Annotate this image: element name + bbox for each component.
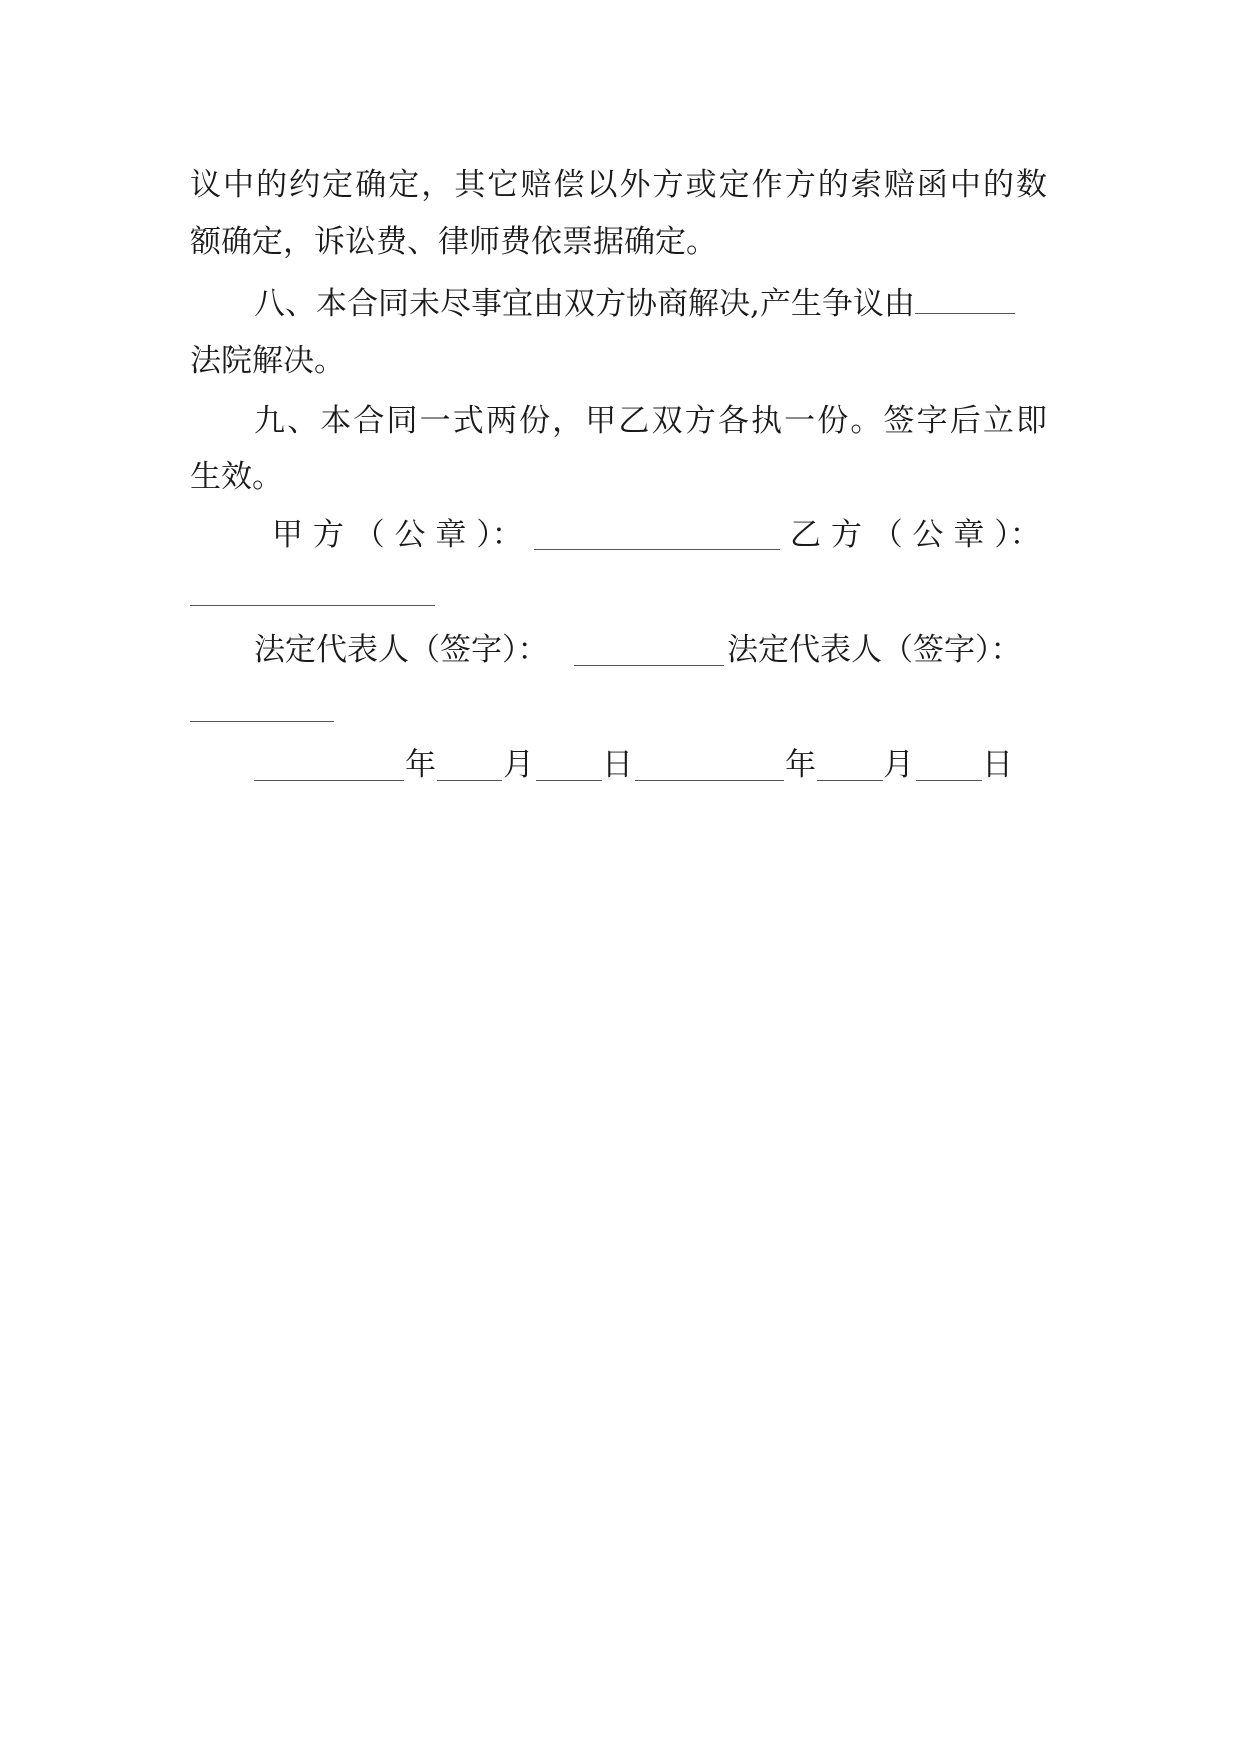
party-b-seal-blank[interactable] xyxy=(190,605,435,606)
party-a-representative-label: 法定代表人（签字）： xyxy=(254,632,549,668)
party-b-year-blank[interactable] xyxy=(635,780,784,781)
party-b-representative-label: 法定代表人（签字）： xyxy=(727,632,1022,668)
clause-nine-line-2: 生效。 xyxy=(190,459,283,495)
clause-seven-continued-line-1: 议中的约定确定，其它赔偿以外方或定作方的索赔函中的数 xyxy=(190,167,1047,203)
party-b-year-label: 年 xyxy=(785,747,816,783)
party-a-seal-blank[interactable] xyxy=(534,549,780,550)
clause-seven-continued-line-2: 额确定，诉讼费、律师费依票据确定。 xyxy=(190,224,717,260)
party-b-seal-label: 乙 方 （ 公 章 ）： xyxy=(790,517,1041,553)
party-a-seal-label: 甲 方 （ 公 章 ）： xyxy=(272,517,523,553)
party-a-day-blank[interactable] xyxy=(536,780,602,781)
clause-nine-line-1: 九、本合同一式两份，甲乙双方各执一份。签字后立即 xyxy=(254,403,1047,439)
clause-eight-line-1 xyxy=(254,283,1015,323)
party-a-day-label: 日 xyxy=(602,747,633,783)
party-a-month-label: 月 xyxy=(503,747,534,783)
party-a-month-blank[interactable] xyxy=(437,780,502,781)
party-b-month-label: 月 xyxy=(883,747,914,783)
court-name-blank[interactable] xyxy=(915,283,1015,314)
party-a-year-blank[interactable] xyxy=(254,780,404,781)
clause-eight-text: 八、本合同未尽事宜由双方协商解决,产生争议由 xyxy=(254,286,915,322)
party-b-month-blank[interactable] xyxy=(817,780,883,781)
party-b-day-label: 日 xyxy=(982,747,1013,783)
party-a-representative-blank[interactable] xyxy=(574,665,724,666)
party-b-day-blank[interactable] xyxy=(916,780,982,781)
clause-eight-line-2: 法院解决。 xyxy=(190,343,345,379)
party-b-representative-blank[interactable] xyxy=(190,721,334,722)
party-a-year-label: 年 xyxy=(405,747,436,783)
